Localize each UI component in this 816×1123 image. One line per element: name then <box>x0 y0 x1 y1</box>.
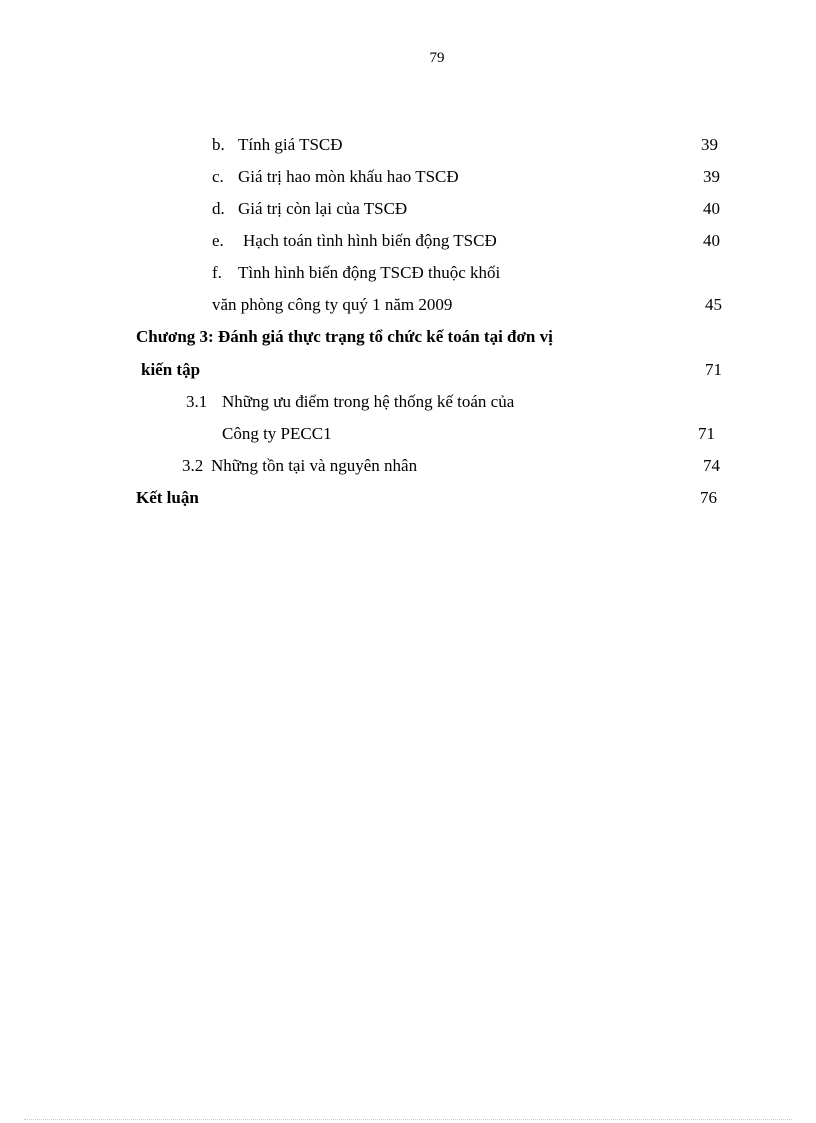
toc-page-number: 71 <box>698 424 715 443</box>
toc-chapter-title: Kết luận <box>136 488 199 507</box>
toc-marker: e. <box>212 231 224 250</box>
toc-page-number: 74 <box>703 456 720 475</box>
toc-marker: b. <box>212 135 225 154</box>
toc-marker: c. <box>212 167 224 186</box>
toc-marker: f. <box>212 263 222 282</box>
toc-title: Tình hình biến động TSCĐ thuộc khối <box>238 263 501 282</box>
toc-page-number: 39 <box>703 167 720 186</box>
toc-page-number: 45 <box>705 295 722 314</box>
toc-title: Tính giá TSCĐ <box>238 135 343 154</box>
toc-page-number: 40 <box>703 199 720 218</box>
toc-title: Những ưu điểm trong hệ thống kế toán của <box>222 392 515 411</box>
toc-marker: d. <box>212 199 225 218</box>
toc-title: Công ty PECC1 <box>222 424 332 443</box>
toc-page-number: 39 <box>701 135 718 154</box>
toc-title: Hạch toán tình hình biến động TSCĐ <box>243 231 497 250</box>
toc-title: Giá trị còn lại của TSCĐ <box>238 199 408 218</box>
toc-page-number: 40 <box>703 231 720 250</box>
toc-title: Giá trị hao mòn khấu hao TSCĐ <box>238 167 459 186</box>
page-bottom-rule <box>24 1119 792 1120</box>
toc-page-number: 76 <box>700 488 717 507</box>
page-number: 79 <box>429 50 445 66</box>
toc-chapter-title: Chương 3: Đánh giá thực trạng tổ chức kế toán tại đơn vị <box>136 327 553 346</box>
toc-marker: 3.2 <box>182 456 204 475</box>
toc-chapter-title: kiến tập <box>141 360 201 379</box>
toc-title: Những tồn tại và nguyên nhân <box>211 456 418 475</box>
toc-marker: 3.1 <box>186 392 208 411</box>
toc-page-number: 71 <box>705 360 722 379</box>
toc-title: văn phòng công ty quý 1 năm 2009 <box>212 295 453 314</box>
